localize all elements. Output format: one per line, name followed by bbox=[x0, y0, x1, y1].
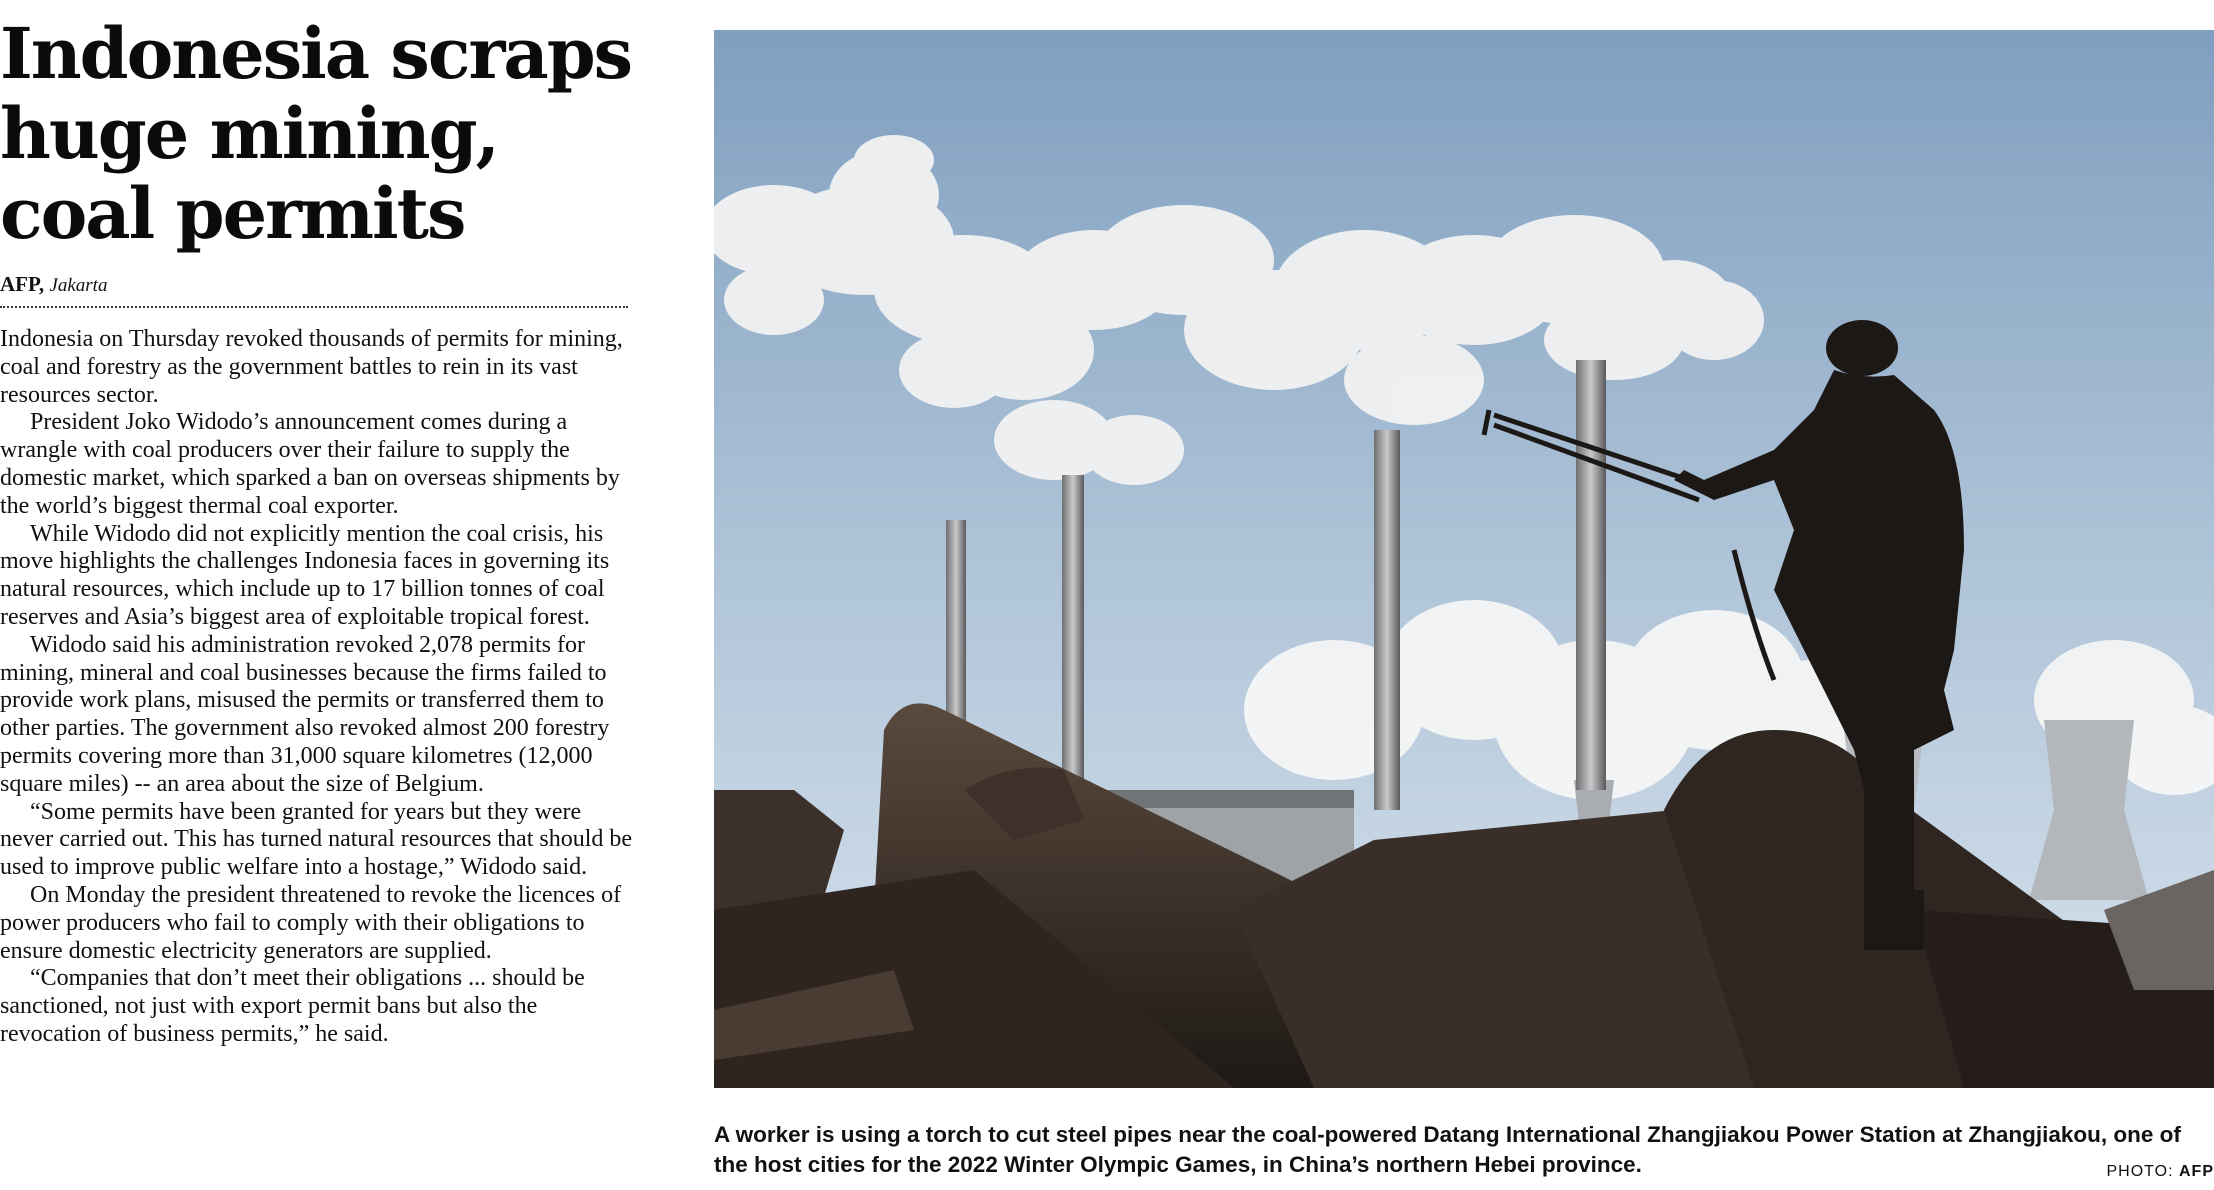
article-paragraph: Indonesia on Thursday revoked thousands of permits for mining, coal and forestry as the government battles to rein in its vast resources sector. bbox=[0, 326, 623, 408]
photo-credit-label: PHOTO: bbox=[2106, 1163, 2174, 1180]
photo-credit bbox=[2107, 1163, 2214, 1181]
byline-agency: AFP, bbox=[0, 272, 45, 296]
chimney bbox=[1062, 475, 1084, 800]
article-paragraph: While Widodo did not explicitly mention the coal crisis, his move highlights the challenges Indonesia faces in governing its natural resources, which include up to 17 billion tonnes of coal reserves and Asia’s biggest area of exploitable tropical forest. bbox=[0, 520, 610, 630]
byline-divider bbox=[0, 306, 628, 308]
photo-caption: A worker is using a torch to cut steel pipes near the coal-powered Datang International Zhangjiakou Power Station at Zhangjiakou, one of the host cities for the 2022 Winter Olympic Games, in China’s northern Hebei province. bbox=[714, 1122, 2181, 1177]
article-paragraph: On Monday the president threatened to revoke the licences of power producers who fail to comply with their obligations to ensure domestic electricity generators are supplied. bbox=[0, 881, 622, 964]
byline-city: Jakarta bbox=[49, 275, 108, 296]
headline: Indonesia scraps huge mining, coal permits bbox=[0, 12, 632, 255]
news-photo bbox=[714, 30, 2214, 1088]
article-body bbox=[0, 326, 640, 1049]
article-paragraph: Widodo said his administration revoked 2,078 permits for mining, mineral and coal businesses because the firms failed to provide work plans, misused the permits or transferred them to other parties. The government also revoked almost 200 forestry permits covering more than 31,000 square kilometres (12,000 square miles) -- an area about the size of Belgium. bbox=[0, 631, 610, 797]
photo-credit-source: AFP bbox=[2179, 1163, 2214, 1180]
article-paragraph: “Companies that don’t meet their obligations ... should be sanctioned, not just with export permit bans but also the revocation of business permits,” he said. bbox=[0, 965, 585, 1047]
chimney bbox=[1576, 360, 1606, 790]
byline bbox=[0, 272, 107, 297]
article-paragraph: President Joko Widodo’s announcement comes during a wrangle with coal producers over their failure to supply the domestic market, which sparked a ban on overseas shipments by the world’s biggest thermal coal exporter. bbox=[0, 409, 620, 519]
chimney bbox=[1374, 430, 1400, 810]
article-paragraph: “Some permits have been granted for years but they were never carried out. This has turned natural resources that should be used to improve public welfare into a hostage,” Widodo said. bbox=[0, 798, 633, 881]
power-station-photo bbox=[714, 30, 2214, 1088]
